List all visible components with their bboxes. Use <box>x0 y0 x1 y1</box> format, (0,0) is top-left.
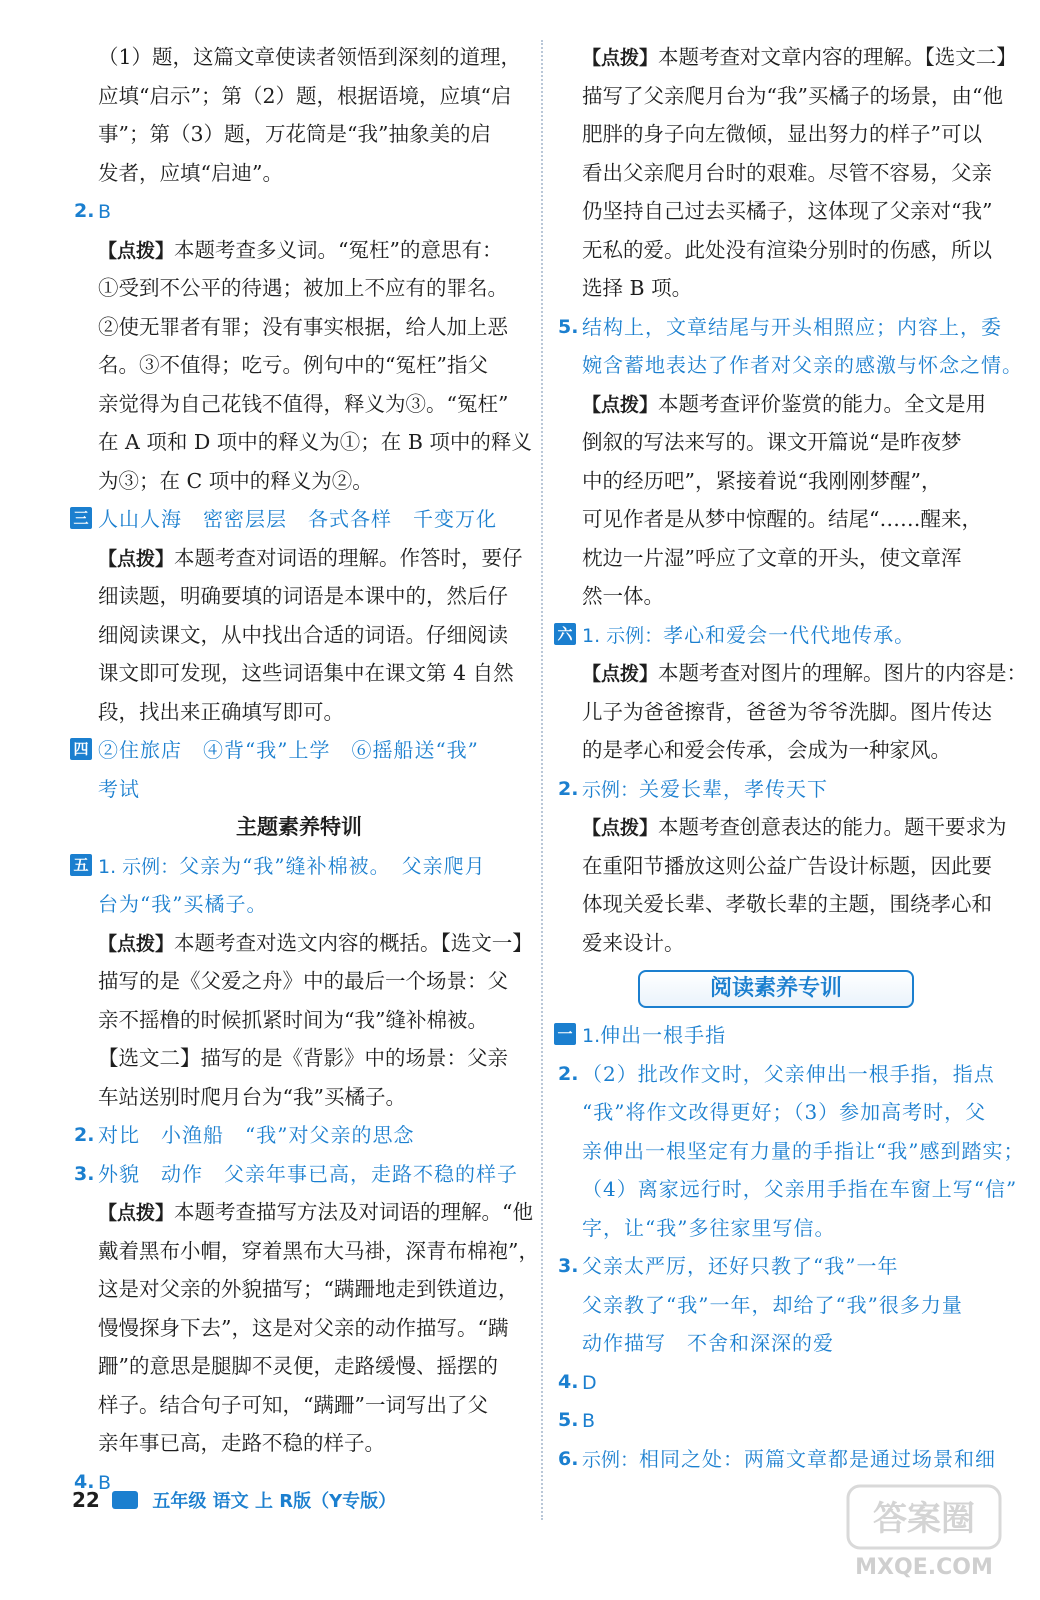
text-line <box>552 808 1007 847</box>
answer-text: 孝心和爱会一代代地传承。 <box>663 622 916 647</box>
text-line <box>552 1363 1000 1402</box>
body-text: 本题考查对图片的理解。图片的内容是： <box>658 661 1028 685</box>
text-line <box>552 38 1017 77</box>
body-text: 描写了父亲爬月台为“我”买橘子的场景，由“他 <box>582 83 1003 108</box>
answer-text: 婉含蓄地表达了作者对父亲的感激与怀念之情。 <box>582 353 1023 377</box>
body-text: 车站送别时爬月台为“我”买橘子。 <box>98 1084 406 1109</box>
body-text: 事”；第（3）题，万花筒是“我”抽象美的启 <box>98 122 491 146</box>
text-line <box>68 924 533 963</box>
body-text: 亲年事已高，走路不稳的样子。 <box>98 1431 385 1455</box>
section-marker: 五 <box>70 854 92 876</box>
question-number: 5. <box>558 315 579 338</box>
answer-text: （2）批改作文时，父亲伸出一根手指，指点 <box>582 1061 995 1086</box>
text-line <box>68 577 530 616</box>
answer-text: 相同之处：两篇文章都是通过场景和细 <box>639 1446 997 1471</box>
text-line <box>68 847 530 886</box>
text-line <box>68 192 530 231</box>
body-text: 的是孝心和爱会传承，会成为一种家风。 <box>582 738 951 762</box>
text-line <box>552 308 1000 347</box>
answer-text: 结构上，文章结尾与开头相照应；内容上，委 <box>582 314 1002 339</box>
text-line <box>68 1386 530 1425</box>
answer-text: B <box>98 1471 112 1494</box>
text-line <box>552 1093 1000 1132</box>
text-line <box>552 115 1000 154</box>
body-text: 细阅读课文，从中找出合适的词语。仔细阅读 <box>98 622 508 647</box>
tip-label: 【点拨】 <box>98 547 175 570</box>
body-text: 为③；在 C 项中的释义为②。 <box>98 468 373 493</box>
question-number: 4. <box>558 1370 579 1393</box>
question-number: 2. <box>74 200 95 222</box>
text-line <box>552 616 1000 655</box>
text-line <box>68 885 530 924</box>
question-number: 2. <box>558 777 579 800</box>
text-line <box>552 154 1000 193</box>
text-line <box>68 1193 533 1232</box>
question-number: 5. <box>558 1409 579 1431</box>
body-text: 慢慢探身下去”，这是对父亲的动作描写。“蹒 <box>98 1315 509 1340</box>
text-line <box>552 269 1000 308</box>
text-line <box>68 1039 530 1078</box>
text-line <box>552 654 1028 693</box>
question-number: 6. <box>558 1447 579 1470</box>
left-column <box>68 38 539 1501</box>
body-text: 发者，应填“启迪”。 <box>98 160 283 185</box>
text-line <box>552 1401 1000 1440</box>
text-line <box>68 1078 530 1117</box>
text-line <box>552 1132 1025 1171</box>
text-line <box>552 500 1000 539</box>
text-line <box>68 654 530 693</box>
text-line <box>552 1055 1000 1094</box>
text-line <box>68 231 530 270</box>
tip-label: 【点拨】 <box>98 1202 175 1224</box>
book-title: 五年级 语文 上 R版（Y专版） <box>152 1491 397 1512</box>
answer-text: “我”将作文改得更好；（3）参加高考时，父 <box>582 1100 987 1124</box>
body-text: 爱来设计。 <box>582 930 685 955</box>
body-text: 亲不摇橹的时候抓紧时间为“我”缝补棉被。 <box>98 1007 488 1032</box>
text-line <box>552 1170 1018 1209</box>
text-line <box>68 462 530 501</box>
text-line <box>552 1440 1000 1479</box>
body-text: 看出父亲爬月台时的艰难。尽管不容易，父亲 <box>582 160 992 185</box>
answer-text: 父亲太严厉，还好只教了“我”一年 <box>582 1254 899 1278</box>
text-line <box>68 962 530 1001</box>
text-line <box>68 423 530 462</box>
answer-text: 父亲为“我”缝补棉被。 父亲爬月 <box>179 853 486 878</box>
tip-label: 【点拨】 <box>98 932 175 955</box>
text-line <box>552 1286 1000 1325</box>
text-line <box>552 539 1000 578</box>
tip-label: 【点拨】 <box>98 239 175 262</box>
text-line <box>552 577 1000 616</box>
answer-text: 伸出一根手指 <box>600 1023 727 1047</box>
text-line <box>68 500 530 539</box>
answer-text: 关爱长辈，孝传天下 <box>639 776 829 801</box>
text-line <box>68 269 530 308</box>
text-line <box>68 1309 530 1348</box>
question-number: 4. <box>74 1470 95 1493</box>
body-text: 本题考查对选文内容的概括。【选文一】 <box>174 930 533 955</box>
text-line <box>552 462 1000 501</box>
question-number: 2. <box>74 1124 95 1146</box>
body-text: 细读题，明确要填的词语是本课中的，然后仔 <box>98 584 508 608</box>
body-text: 本题考查多义词。“冤枉”的意思有： <box>174 237 503 262</box>
text-line <box>68 1424 530 1463</box>
question-number: 2. <box>558 1062 579 1085</box>
text-line <box>68 770 530 809</box>
text-line <box>552 346 1023 385</box>
body-text: 本题考查创意表达的能力。题干要求为 <box>658 815 1007 839</box>
answer-text: 台为“我”买橘子。 <box>98 892 268 916</box>
body-text: 在 A 项和 D 项中的释义为①；在 B 项中的释义 <box>98 430 532 454</box>
body-text: ①受到不公平的待遇；被加上不应有的罪名。 <box>98 276 508 300</box>
text-line <box>552 1016 1000 1055</box>
text-line <box>552 693 1000 732</box>
text-line <box>552 885 1000 924</box>
text-line <box>552 1209 1000 1248</box>
answer-prefix: 1. 示例： <box>98 855 180 878</box>
body-text: （1）题，这篇文章使读者领悟到深刻的道理， <box>98 45 522 69</box>
body-text: 这是对父亲的外貌描写；“蹒跚地走到铁道边， <box>98 1277 519 1301</box>
answer-text: B <box>98 201 112 223</box>
body-text: 中的经历吧”，紧接着说“我刚刚梦醒”， <box>582 468 942 493</box>
page-number: 22 <box>72 1488 100 1512</box>
text-line <box>68 346 530 385</box>
section-marker: 四 <box>70 738 92 760</box>
tip-label: 【点拨】 <box>582 393 659 416</box>
page-footer <box>72 1482 396 1518</box>
body-text: 样子。结合句子可知，“蹒跚”一词写出了父 <box>98 1392 488 1417</box>
body-text: 在重阳节播放这则公益广告设计标题，因此要 <box>582 853 992 878</box>
question-number: 3. <box>558 1255 579 1277</box>
answer-prefix: 1. 示例： <box>582 624 664 647</box>
text-line <box>552 924 1000 963</box>
text-line <box>68 616 530 655</box>
text-line <box>68 115 530 154</box>
column-divider <box>541 40 543 1520</box>
body-text: 无私的爱。此处没有渲染分别时的伤感，所以 <box>582 237 992 262</box>
answer-text: D <box>582 1371 597 1394</box>
text-line <box>552 192 1000 231</box>
text-line <box>552 1324 1000 1363</box>
tip-label: 【点拨】 <box>582 47 659 69</box>
body-text: 然一体。 <box>582 584 664 608</box>
body-text: 枕边一片湿”呼应了文章的开头，使文章浑 <box>582 545 962 570</box>
text-line <box>68 539 530 578</box>
body-text: ②使无罪者有罪；没有事实根据，给人加上恶 <box>98 314 508 339</box>
text-line <box>552 770 1000 809</box>
text-line <box>552 847 1000 886</box>
section-banner: 阅读素养专训 <box>638 970 914 1008</box>
answer-text: 对比 小渔船 “我”对父亲的思念 <box>98 1123 415 1147</box>
watermark-text: 答案圈 <box>873 1499 975 1539</box>
text-line <box>68 731 530 770</box>
text-line <box>552 77 1003 116</box>
body-text: 本题考查描写方法及对词语的理解。“他 <box>174 1200 533 1224</box>
answer-text: 外貌 动作 父亲年事已高，走路不稳的样子 <box>98 1161 518 1186</box>
answer-text: B <box>582 1410 596 1432</box>
answer-prefix: 示例： <box>582 1448 640 1471</box>
answer-text: 字，让“我”多往家里写信。 <box>582 1215 836 1240</box>
body-text: 体现关爱长辈、孝敬长辈的主题，围绕孝心和 <box>582 892 992 916</box>
text-line <box>68 77 530 116</box>
question-number: 3. <box>74 1162 95 1185</box>
watermark <box>844 1478 1004 1582</box>
body-text: 本题考查对词语的理解。作答时，要仔 <box>174 545 523 570</box>
text-line <box>68 38 530 77</box>
text-line <box>552 423 1000 462</box>
section-marker: 六 <box>554 623 576 645</box>
section-heading: 主题素养特训 <box>236 815 362 839</box>
text-line <box>68 154 530 193</box>
answer-text: 考试 <box>98 776 140 801</box>
body-text: 肥胖的身子向左微倾，显出努力的样子”可以 <box>582 122 982 146</box>
body-text: 本题考查对文章内容的理解。【选文二】 <box>658 45 1017 69</box>
body-text: 可见作者是从梦中惊醒的。结尾“……醒来， <box>582 507 982 531</box>
answer-text: （4）离家远行时，父亲用手指在车窗上写“信” <box>582 1177 1018 1201</box>
answer-text: 人山人海 密密层层 各式各样 千变万化 <box>98 507 497 531</box>
body-text: 亲觉得为自己花钱不值得，释义为③。“冤枉” <box>98 391 509 416</box>
section-marker: 三 <box>70 507 92 529</box>
text-line <box>552 731 1000 770</box>
answer-text: 亲伸出一根坚定有力量的手指让“我”感到踏实； <box>582 1138 1025 1163</box>
body-text: 跚”的意思是腿脚不灵便，走路缓慢、摇摆的 <box>98 1354 498 1378</box>
body-text: 应填“启示”；第（2）题，根据语境，应填“启 <box>98 83 512 108</box>
body-text: 段，找出来正确填写即可。 <box>98 699 344 724</box>
text-line <box>68 308 530 347</box>
text-line <box>68 1116 530 1155</box>
body-text: 选择 B 项。 <box>582 276 693 300</box>
text-line <box>68 1155 530 1194</box>
body-text: 描写的是《父爱之舟》中的最后一个场景：父 <box>98 969 508 993</box>
text-line <box>68 1001 530 1040</box>
answer-text: 动作描写 不舍和深深的爱 <box>582 1331 834 1355</box>
body-text: 仍坚持自己过去买橘子，这体现了父亲对“我” <box>582 199 993 223</box>
answer-text: 父亲教了“我”一年，却给了“我”很多力量 <box>582 1292 963 1317</box>
text-line <box>68 1347 530 1386</box>
brand-logo-icon <box>112 1491 138 1509</box>
body-text: 儿子为爸爸擦背，爸爸为爷爷洗脚。图片传达 <box>582 699 992 724</box>
body-text: 【选文二】描写的是《背影》中的场景：父亲 <box>98 1046 508 1070</box>
watermark-url: MXQE.COM <box>855 1555 993 1580</box>
body-text: 课文即可发现，这些词语集中在课文第 4 自然 <box>98 661 514 685</box>
answer-text: ②住旅店 ④背“我”上学 ⑥摇船送“我” <box>98 738 479 762</box>
body-text: 名。③不值得；吃亏。例句中的“冤枉”指父 <box>98 353 488 377</box>
body-text: 倒叙的写法来写的。课文开篇说“是昨夜梦 <box>582 430 962 454</box>
text-line <box>552 1247 1000 1286</box>
text-line <box>552 231 1000 270</box>
text-line <box>68 1232 539 1271</box>
text-line <box>68 1270 530 1309</box>
text-line <box>68 693 530 732</box>
text-line <box>68 385 530 424</box>
text-line <box>552 385 1000 424</box>
right-column <box>552 38 1028 1478</box>
section-marker: 一 <box>554 1023 576 1045</box>
body-text: 戴着黑布小帽，穿着黑布大马褂，深青布棉袍”， <box>98 1238 539 1263</box>
answer-prefix: 示例： <box>582 778 640 801</box>
body-text: 本题考查评价鉴赏的能力。全文是用 <box>658 391 987 416</box>
tip-label: 【点拨】 <box>582 817 659 839</box>
tip-label: 【点拨】 <box>582 663 659 685</box>
answer-prefix: 1. <box>582 1025 601 1047</box>
